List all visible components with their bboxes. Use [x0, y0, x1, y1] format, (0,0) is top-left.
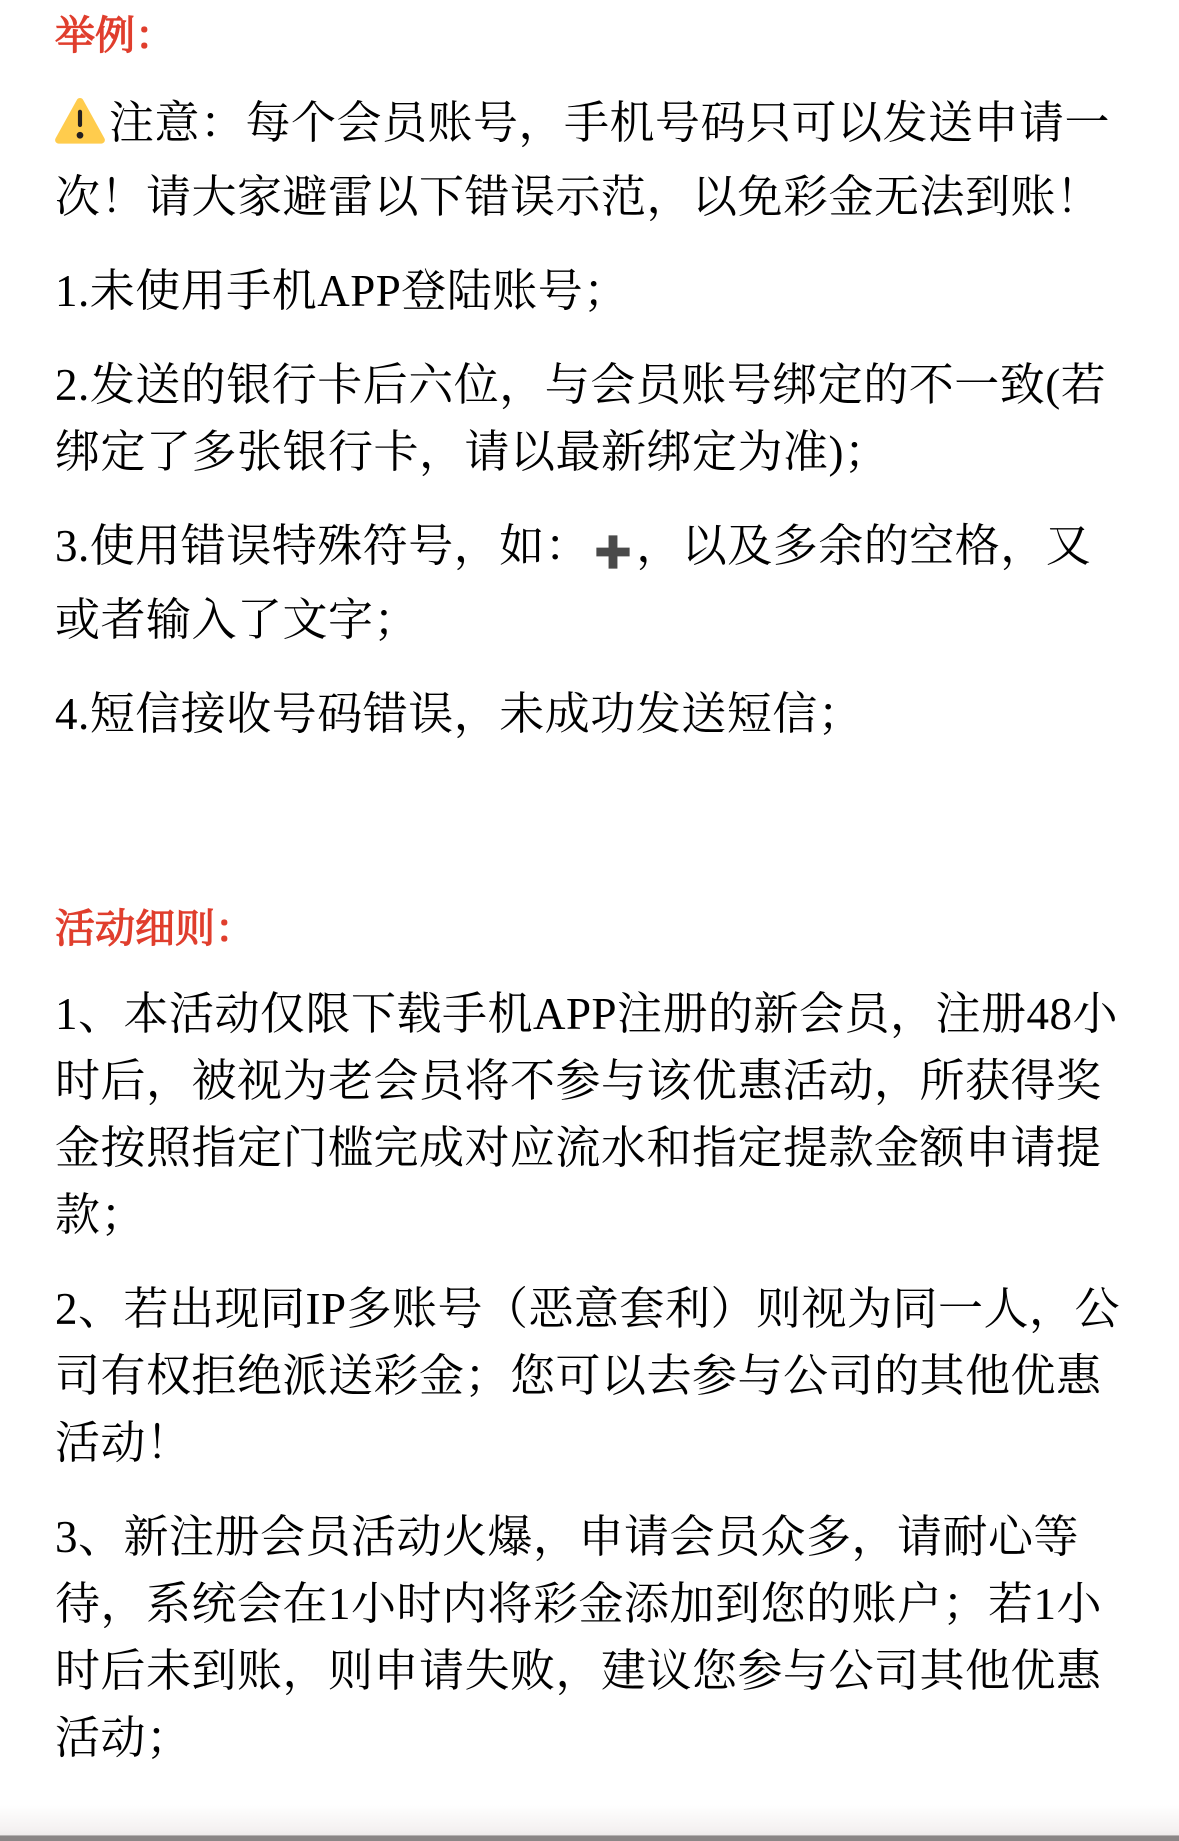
example-item-3-text-pre: 3.使用错误特殊符号，如：	[55, 521, 591, 571]
bottom-bar	[0, 1835, 1179, 1841]
rule-item-1: 1、本活动仅限下载手机APP注册的新会员，注册48小时后，被视为老会员将不参与该优惠活动，所获得奖金按照指定门槛完成对应流水和指定提款金额申请提款；	[55, 989, 1119, 1240]
rule-item-3: 3、新注册会员活动火爆，申请会员众多，请耐心等待，系统会在1小时内将彩金添加到您的账户；若1小时后未到账，则申请失败，建议您参与公司其他优惠活动；	[55, 1512, 1103, 1763]
warning-triangle-icon	[55, 95, 109, 164]
rules-section-heading: 活动细则：	[55, 907, 255, 951]
example-item-1: 1.未使用手机APP登陆账号；	[55, 266, 629, 316]
example-section-heading: 举例：	[55, 14, 175, 58]
example-item-3-text-post: ，以及多余的空格，又或者输入了文字；	[55, 521, 1092, 645]
rule-item-2: 2、若出现同IP多账号（恶意套利）则视为同一人，公司有权拒绝派送彩金；您可以去参与公司的其他优惠活动！	[55, 1284, 1121, 1468]
example-item-3	[55, 513, 1124, 654]
example-item-4: 4.短信接收号码错误，未成功发送短信；	[55, 689, 864, 739]
warning-paragraph	[55, 90, 1124, 231]
section-gap	[55, 775, 1124, 903]
example-item-2: 2.发送的银行卡后六位，与会员账号绑定的不一致(若绑定了多张银行卡，请以最新绑定为准)；	[55, 360, 1107, 477]
plus-icon	[590, 520, 636, 587]
warning-text: 注意：每个会员账号，手机号码只可以发送申请一次！请大家避雷以下错误示范，以免彩金无法到账！	[55, 98, 1111, 222]
